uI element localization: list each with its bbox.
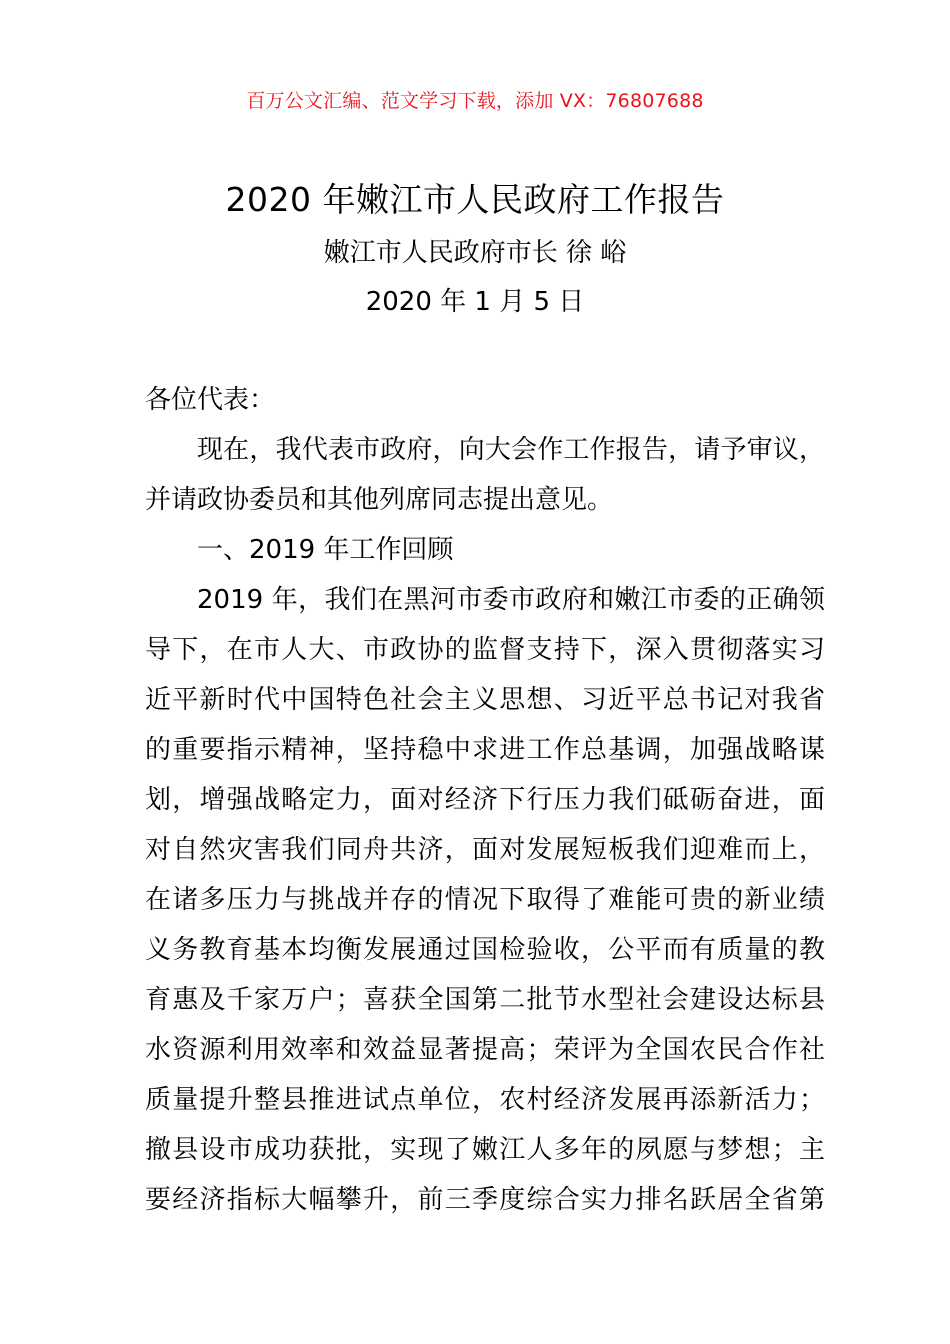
body-line: 并请政协委员和其他列席同志提出意见。 bbox=[145, 485, 614, 515]
body-line: 的重要指示精神，坚持稳中求进工作总基调，加强战略谋 bbox=[145, 735, 825, 765]
body-line: 划，增强战略定力，面对经济下行压力我们砥砺奋进，面 bbox=[145, 785, 825, 815]
body-line: 要经济指标大幅攀升，前三季度综合实力排名跃居全省第 bbox=[145, 1185, 825, 1215]
body-line: 对自然灾害我们同舟共济，面对发展短板我们迎难而上， bbox=[145, 835, 825, 865]
body-line: 现在，我代表市政府，向大会作工作报告，请予审议， bbox=[197, 435, 825, 465]
document-date: 2020 年 1 月 5 日 bbox=[365, 287, 585, 317]
document-title: 2020 年嫩江市人民政府工作报告 bbox=[225, 180, 725, 219]
body-line: 育惠及千家万户；喜获全国第二批节水型社会建设达标县 bbox=[145, 985, 825, 1015]
body-line: 2019 年，我们在黑河市委市政府和嫩江市委的正确领 bbox=[197, 585, 825, 615]
watermark-banner: 百万公文汇编、范文学习下载，添加 VX：76807688 bbox=[246, 90, 704, 112]
body-line: 导下，在市人大、市政协的监督支持下，深入贯彻落实习 bbox=[145, 635, 825, 665]
body-line: 质量提升整县推进试点单位，农村经济发展再添新活力； bbox=[145, 1085, 825, 1115]
body-line: 撤县设市成功获批，实现了嫩江人多年的夙愿与梦想；主 bbox=[145, 1135, 825, 1165]
document-author: 嫩江市人民政府市长 徐 峪 bbox=[323, 238, 627, 268]
body-line: 在诸多压力与挑战并存的情况下取得了难能可贵的新业绩 bbox=[145, 885, 825, 915]
body-line: 水资源利用效率和效益显著提高；荣评为全国农民合作社 bbox=[145, 1035, 825, 1065]
body-line: 义务教育基本均衡发展通过国检验收，公平而有质量的教 bbox=[145, 935, 825, 965]
section-heading: 一、2019 年工作回顾 bbox=[197, 535, 454, 565]
body-line: 近平新时代中国特色社会主义思想、习近平总书记对我省 bbox=[145, 685, 825, 715]
document-body bbox=[145, 375, 825, 1225]
salutation: 各位代表： bbox=[145, 385, 276, 415]
